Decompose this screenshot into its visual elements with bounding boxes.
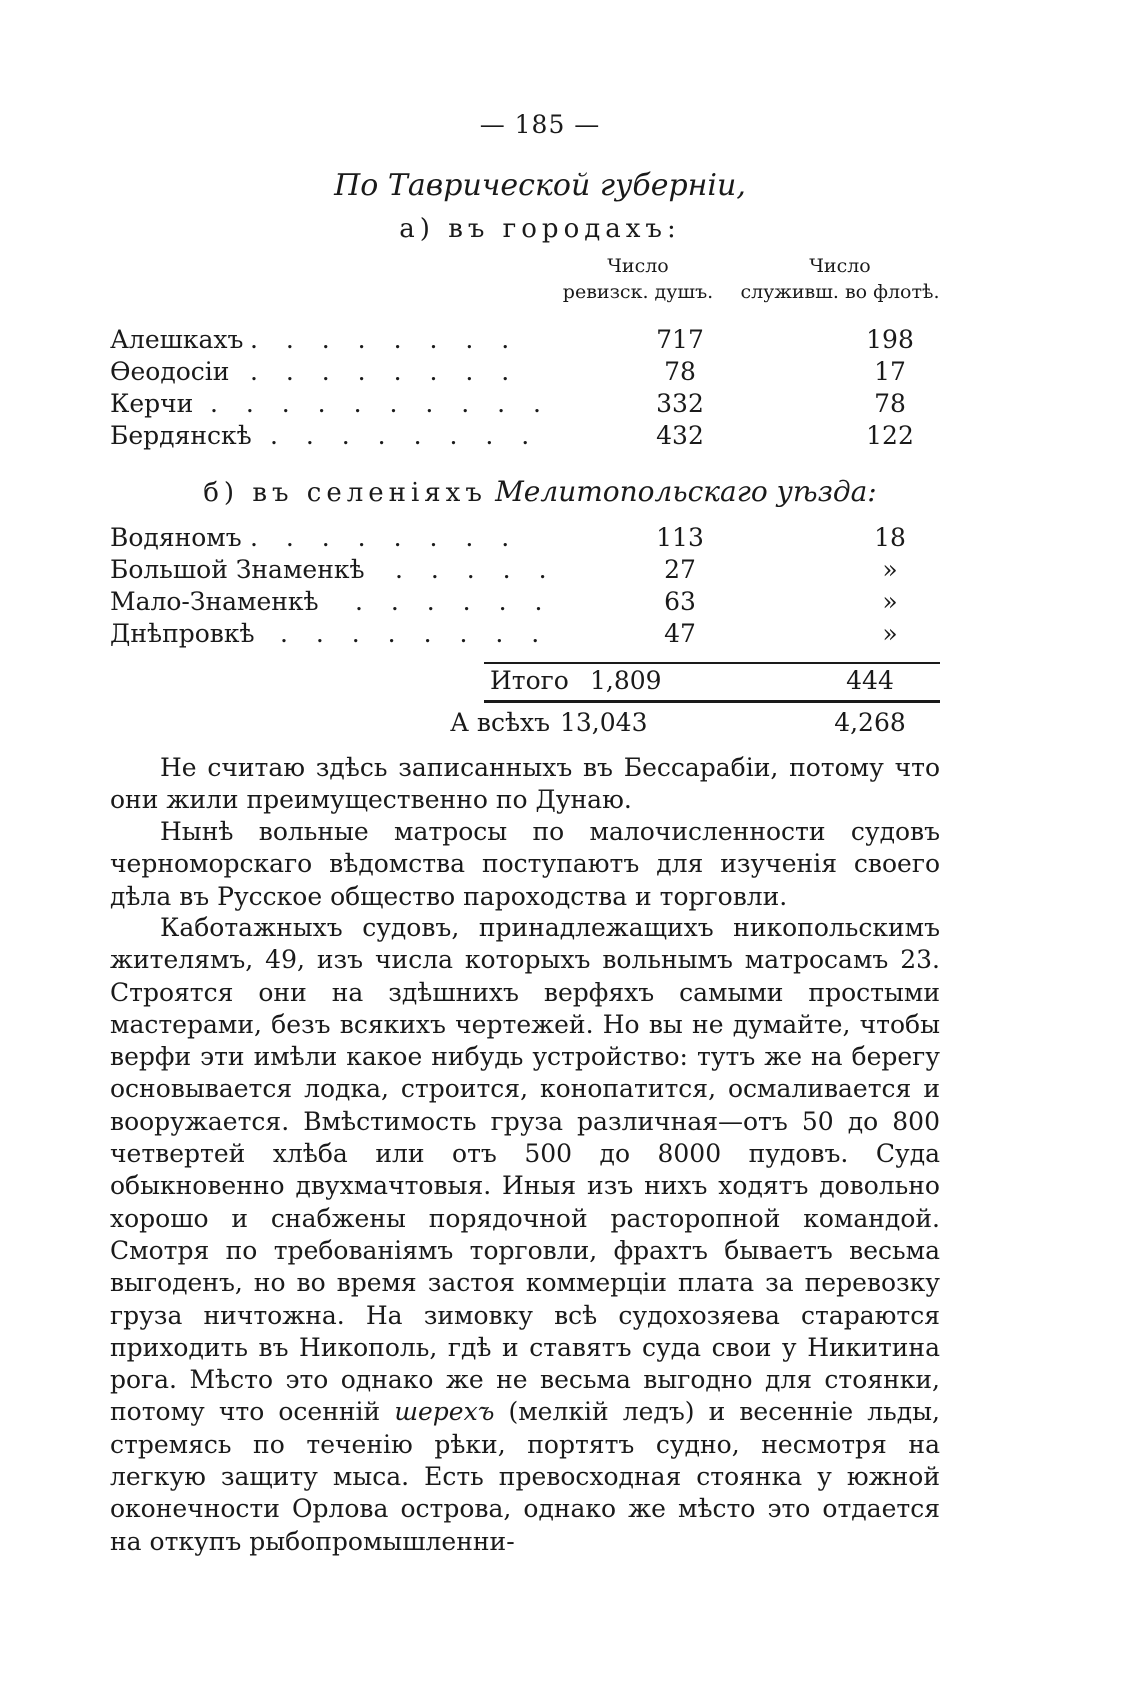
leader-dots: . . . . . . . . bbox=[250, 357, 520, 386]
paragraph-3-italic-term: шерехъ bbox=[394, 1397, 495, 1427]
section-b-title bbox=[0, 475, 1080, 508]
row-fleet: 18 bbox=[874, 523, 906, 552]
row-souls: 27 bbox=[664, 555, 696, 584]
leader-dots: . . . . . . . . bbox=[250, 523, 520, 552]
row-fleet: 122 bbox=[866, 421, 914, 450]
row-souls: 78 bbox=[664, 357, 696, 386]
leader-dots: . . . . . . . . . . bbox=[210, 389, 551, 418]
section-b-district: Мелитопольскаго уѣзда: bbox=[495, 475, 877, 508]
paragraph-3 bbox=[110, 912, 940, 1558]
subtotal-label: Итого bbox=[490, 666, 569, 695]
row-fleet: » bbox=[882, 587, 898, 616]
col-fleet-header-line1: Число bbox=[809, 255, 871, 277]
section-a-label: а) въ городахъ: bbox=[399, 214, 681, 244]
leader-dots: . . . . . bbox=[395, 555, 557, 584]
leader-dots: . . . . . . bbox=[355, 587, 553, 616]
leader-dots: . . . . . . . . bbox=[270, 421, 540, 450]
row-fleet: 78 bbox=[874, 389, 906, 418]
paragraph-3-part2: (мелкій ледъ) и весенніе льды, стремясь по теченію рѣки, портятъ судно, несмотря на легкую защиту мыса. Есть превосходная стоянка у южной оконечности Орлова острова, однако же мѣсто это отдается на откупъ рыбопромышленни- bbox=[110, 1397, 940, 1556]
row-souls: 47 bbox=[664, 619, 696, 648]
row-place: Большой Знаменкѣ bbox=[110, 555, 365, 584]
subtotal-rule bbox=[484, 662, 940, 664]
section-a-title bbox=[0, 214, 1080, 244]
row-souls: 717 bbox=[656, 325, 704, 354]
col-fleet-header-line2: служивш. во флотѣ. bbox=[740, 281, 940, 303]
row-place: Днѣпровкѣ bbox=[110, 619, 255, 648]
row-place: Мало-Знаменкѣ bbox=[110, 587, 319, 616]
row-fleet: 198 bbox=[866, 325, 914, 354]
row-place: Водяномъ bbox=[110, 523, 242, 552]
row-souls: 113 bbox=[656, 523, 704, 552]
subtotal-fleet: 444 bbox=[846, 666, 894, 695]
grand-total-label: А всѣхъ bbox=[450, 708, 551, 737]
row-place: Керчи bbox=[110, 389, 194, 418]
row-fleet: » bbox=[882, 619, 898, 648]
grand-total-rule bbox=[484, 700, 940, 703]
row-fleet: » bbox=[882, 555, 898, 584]
row-souls: 332 bbox=[656, 389, 704, 418]
page-number: — 185 — bbox=[479, 110, 601, 139]
col-souls-header bbox=[548, 253, 728, 305]
paragraph-3-part1: Каботажныхъ судовъ, принадлежащихъ никопольскимъ жителямъ, 49, изъ числа которыхъ вольнымъ матросамъ 23. Строятся они на здѣшнихъ верфяхъ самыми простыми мастерами, безъ всякихъ чертежей. Но вы не думайте, чтобы верфи эти имѣли какое нибудь устройство: тутъ же на берегу основывается лодка, строится, конопатится, осмаливается и вооружается. Вмѣстимость груза различная—отъ 50 до 800 четвертей хлѣба или отъ 500 до 8000 пудовъ. Суда обыкновенно двухмачтовыя. Иныя изъ нихъ ходятъ довольно хорошо и снабжены порядочной расторопной командой. Смотря по требованіямъ торговли, фрахтъ бываетъ весьма выгоденъ, но во время застоя коммерціи плата за перевозку груза ничтожна. На зимовку всѣ судохозяева стараются приходить въ Никополь, гдѣ и ставятъ суда свои у Никитина рога. Мѣсто это однако же не весьма выгодно для стоянки, потому что осенній bbox=[110, 913, 940, 1427]
leader-dots: . . . . . . . . bbox=[250, 325, 520, 354]
row-place: Ѳеодосіи bbox=[110, 357, 230, 386]
page-heading: По Таврической губерніи, bbox=[334, 168, 746, 203]
subtotal-souls: 1,809 bbox=[590, 666, 662, 695]
row-fleet: 17 bbox=[874, 357, 906, 386]
row-place: Бердянскѣ bbox=[110, 421, 252, 450]
grand-total-souls: 13,043 bbox=[560, 708, 648, 737]
leader-dots: . . . . . . . . bbox=[280, 619, 550, 648]
row-souls: 432 bbox=[656, 421, 704, 450]
paragraph-1: Не считаю здѣсь записанныхъ въ Бессарабіи, потому что они жили преимущественно по Дунаю. bbox=[110, 753, 940, 815]
section-b-label: б) въ селеніяхъ bbox=[203, 478, 487, 508]
col-souls-header-line2: ревизск. душъ. bbox=[562, 281, 714, 303]
row-souls: 63 bbox=[664, 587, 696, 616]
row-place: Алешкахъ bbox=[110, 325, 244, 354]
grand-total-fleet: 4,268 bbox=[834, 708, 906, 737]
col-fleet-header bbox=[735, 253, 945, 305]
col-souls-header-line1: Число bbox=[607, 255, 669, 277]
paragraph-2: Нынѣ вольные матросы по малочисленности судовъ черноморскаго вѣдомства поступаютъ для изученія своего дѣла въ Русское общество пароходства и торговли. bbox=[110, 817, 940, 911]
